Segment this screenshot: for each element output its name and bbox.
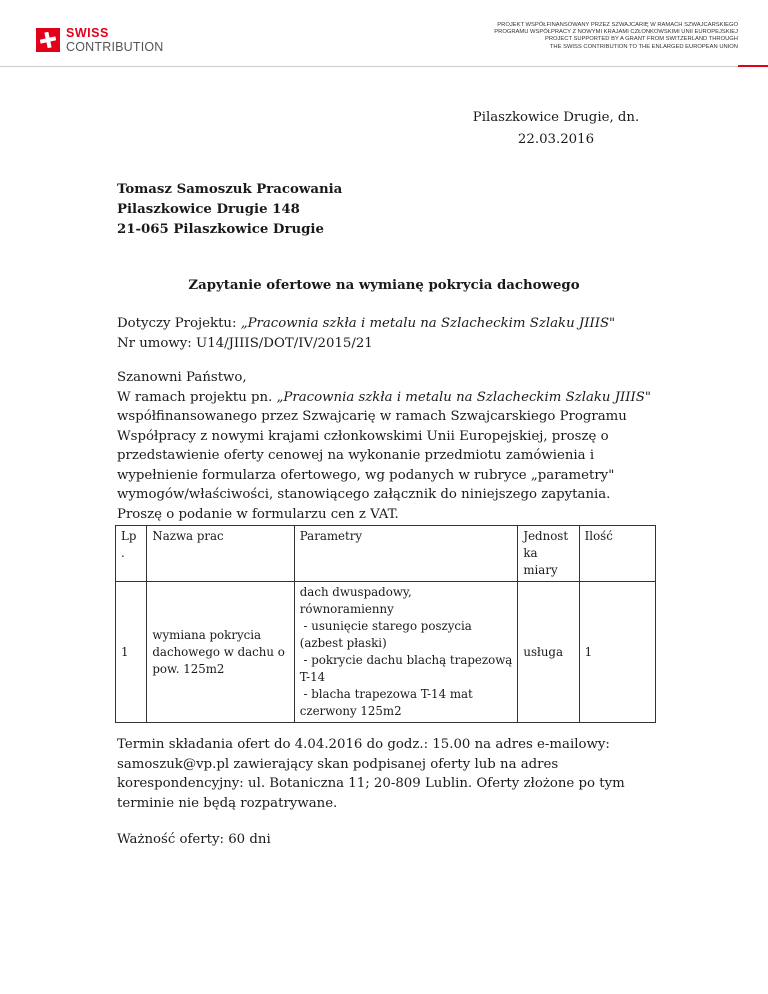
table-header-cell: Parametry [294, 526, 518, 582]
param-line: - usunięcie starego poszycia [299, 619, 472, 633]
letter-body [117, 368, 657, 524]
param-line: (azbest płaski) [299, 636, 387, 650]
addressee-line: Pilaszkowice Drugie 148 [117, 202, 300, 217]
param-line: - pokrycie dachu blachą trapezową [299, 653, 513, 667]
header-note-line: PROJECT SUPPORTED BY A GRANT FROM SWITZERLAND THROUGH [544, 36, 738, 43]
project-info [117, 314, 677, 354]
param-line: czerwony 125m2 [299, 704, 402, 718]
header-divider-accent [738, 65, 768, 67]
greeting: Szanowni Państwo, [117, 370, 247, 385]
document-title: Zapytanie ofertowe na wymianę pokrycia dachowego [188, 278, 580, 293]
validity-text: Ważność oferty: 60 dni [117, 832, 271, 847]
offer-table [115, 525, 656, 723]
param-line: dach dwuspadowy, [299, 585, 412, 599]
table-header-cell: Nazwa prac [147, 526, 294, 582]
letter-main-text: współfinansowanego przez Szwajcarię w ramach Szwajcarskiego Programu Współpracy z nowymi krajami członkowskimi Unii Europejskiej, proszę o przedstawienie oferty cenowej na wykonanie przedmiotu zamówienia i wypełnienie formularza ofertowego, wg podanych w rubryce „parametry" wymogów/właściwości, stanowiącego załącznik do niniejszego zapytania. [117, 409, 627, 502]
param-line: - blacha trapezowa T-14 mat [299, 687, 473, 701]
swiss-contribution-logo [36, 26, 164, 54]
header-funding-note [408, 22, 738, 51]
logo-text-contribution: CONTRIBUTION [66, 40, 164, 54]
project-label: Dotyczy Projektu: [117, 316, 241, 331]
project-name: „Pracownia szkła i metalu na Szlacheckim Szlaku JIIIS" [240, 316, 616, 331]
header-note-line: PROGRAMU WSPÓŁPRACY Z NOWYMI KRAJAMI CZŁONKOWSKIMI UNII EUROPEJSKIEJ [494, 29, 738, 36]
addressee-line: Tomasz Samoszuk Pracowania [117, 182, 343, 197]
row-params [294, 582, 518, 723]
table-header-row [116, 526, 656, 582]
addressee-line: 21-065 Pilaszkowice Drugie [117, 222, 324, 237]
date-value: 22.03.2016 [517, 132, 595, 147]
addressee-block [117, 180, 342, 240]
logo-text-swiss: SWISS [66, 26, 109, 40]
header-divider [0, 66, 738, 67]
table-header-cell: Jednost ka miary [518, 526, 579, 582]
contract-number: Nr umowy: U14/JIIIS/DOT/IV/2015/21 [117, 336, 373, 351]
letter-project-name: „Pracownia szkła i metalu na Szlacheckim Szlaku JIIIS" [276, 389, 652, 405]
row-unit: usługa [518, 582, 579, 723]
param-line: równoramienny [299, 602, 394, 616]
row-lp: 1 [116, 582, 147, 723]
param-line: T-14 [299, 670, 326, 684]
letter-intro: W ramach projektu pn. [117, 389, 277, 405]
row-qty: 1 [579, 582, 655, 723]
deadline-text: Termin składania ofert do 4.04.2016 do godz.: 15.00 na adres e-mailowy: samoszuk@vp.pl zawierający skan podpisanej oferty lub na adres korespondencyjny: ul. Botaniczna 11; 20-809 Lublin. Oferty złożone po tym terminie nie będą rozpatrywane. [117, 737, 625, 811]
header-note-line: PROJEKT WSPÓŁFINANSOWANY PRZEZ SZWAJCARIĘ W RAMACH SZWAJCARSKIEGO [497, 22, 738, 28]
date-place: Pilaszkowice Drugie, dn. [472, 110, 640, 125]
row-name: wymiana pokrycia dachowego w dachu o pow. 125m2 [147, 582, 294, 723]
table-header-cell: Lp . [116, 526, 147, 582]
date-block [466, 107, 646, 151]
header-note-line: THE SWISS CONTRIBUTION TO THE ENLARGED EUROPEAN UNION [549, 43, 738, 50]
table-header-cell: Ilość [579, 526, 655, 582]
table-row [116, 582, 656, 723]
swiss-cross-icon [36, 28, 60, 52]
letter-vat-note: Proszę o podanie w formularzu cen z VAT. [117, 506, 399, 522]
